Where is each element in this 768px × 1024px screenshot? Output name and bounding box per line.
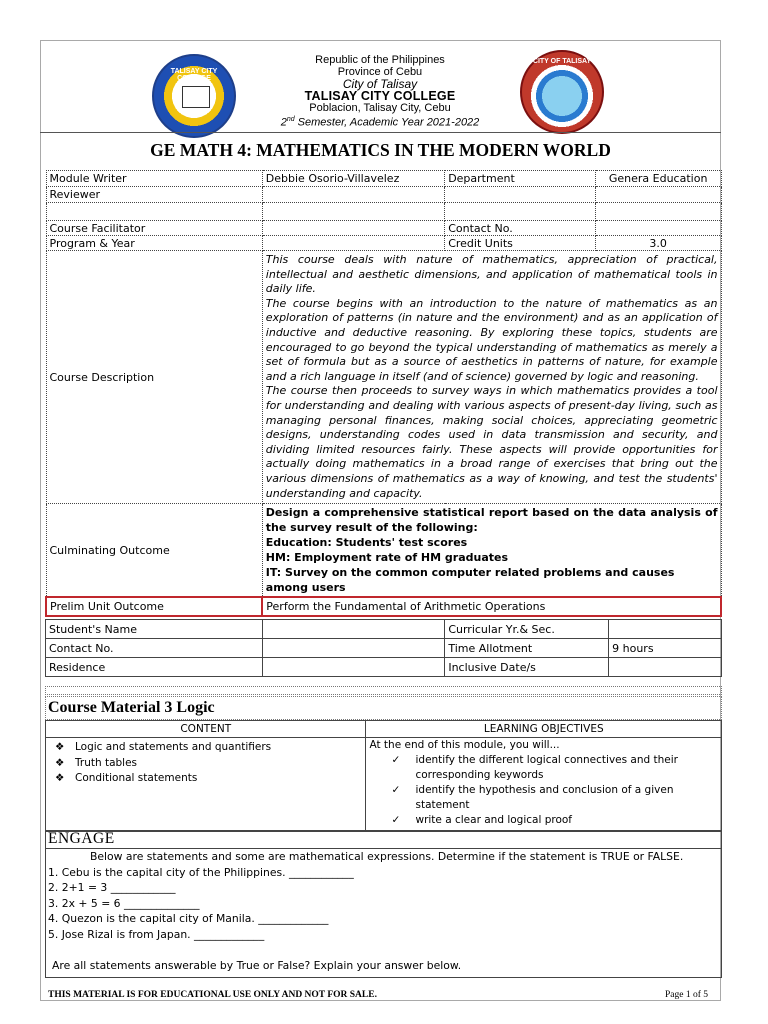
culminating-line: IT: Survey on the common computer related problems and causes among users <box>265 566 675 595</box>
credit-units-value: 3.0 <box>595 236 721 251</box>
table-row <box>46 203 721 221</box>
list-item <box>55 740 362 756</box>
content-item-text: Truth tables <box>75 756 138 769</box>
contact-label: Contact No. <box>445 221 596 236</box>
engage-instructions: Below are statements and some are mathematical expressions. Determine if the statement is TRUE or FALSE. <box>90 850 684 863</box>
objectives-list <box>369 753 718 828</box>
header-divider <box>40 132 721 133</box>
table-row <box>46 597 721 616</box>
curricular-field[interactable] <box>609 620 722 639</box>
content-header: CONTENT <box>46 721 366 738</box>
table-row <box>46 171 721 187</box>
course-info-table <box>45 170 722 617</box>
checkmark-icon: ✓ <box>391 814 401 826</box>
address-line: Poblacion, Talisay City, Cebu <box>309 102 451 114</box>
prelim-outcome-label: Prelim Unit Outcome <box>46 597 262 616</box>
city-seal-logo <box>520 50 604 134</box>
table-row <box>46 639 722 658</box>
student-info-table <box>45 619 722 677</box>
college-seal-text: TALISAY CITY COLLEGE <box>170 68 218 82</box>
book-icon <box>182 86 210 108</box>
college-name: TALISAY CITY COLLEGE <box>304 89 456 103</box>
facilitator-label: Course Facilitator <box>46 221 262 236</box>
table-row <box>46 738 722 832</box>
diamond-bullet-icon: ❖ <box>55 772 65 784</box>
diamond-bullet-icon: ❖ <box>55 741 65 753</box>
module-writer-value: Debbie Osorio-Villavelez <box>262 171 444 187</box>
description-paragraph: The course then proceeds to survey ways in which mathematics provides a tool for understanding and dealing with various aspects of present-day living, such as managing personal finances, making social choices, appreciating geometric designs, understanding codes used in data transmission and security, and dividing limited resources fairly. These aspects will provide opportunities for actually doing mathematics in a broad range of exercises that bring out the various dimensions of mathematics as a way of knowing, and test the students' understanding and capacity. <box>265 384 718 500</box>
header-text <box>230 54 530 129</box>
checkmark-icon: ✓ <box>391 784 401 796</box>
description-paragraph: This course deals with nature of mathematics, appreciation of practical, intellectual and aesthetic dimensions, and application of mathematical tools in daily life. <box>265 253 718 296</box>
table-row <box>46 221 721 236</box>
empty-cell <box>46 203 262 221</box>
empty-cell <box>262 203 444 221</box>
empty-cell <box>595 187 721 203</box>
content-list <box>49 738 362 787</box>
engage-followup-question: Are all statements answerable by True or False? Explain your answer below. <box>52 958 462 972</box>
module-writer-label: Module Writer <box>46 171 262 187</box>
engage-question-item: 4. Quezon is the capital city of Manila. _____________ <box>48 912 329 926</box>
list-item <box>55 756 362 772</box>
checkmark-icon: ✓ <box>391 754 401 766</box>
description-paragraph: The course begins with an introduction to the nature of mathematics as an exploration of patterns (in nature and the environment) and as an application of inductive and deductive reasoning. By exploring these topics, students are encouraged to go beyond the typical understanding of mathematics as merely a set of formula but as a source of aesthetics in patterns of nature, for example and a rich language in itself (and of science) governed by logic and reasoning. <box>265 296 718 383</box>
culminating-line: Education: Students' test scores <box>265 536 468 550</box>
curricular-label: Curricular Yr.& Sec. <box>445 620 609 639</box>
objectives-intro: At the end of this module, you will... <box>369 739 560 751</box>
reviewer-label: Reviewer <box>46 187 262 203</box>
prelim-outcome-value: Perform the Fundamental of Arithmetic Operations <box>262 597 721 616</box>
objective-text: identify the different logical connectives and their corresponding keywords <box>415 754 678 781</box>
table-row <box>46 721 722 738</box>
table-row <box>46 620 722 639</box>
student-name-field[interactable] <box>262 620 445 639</box>
list-item <box>391 783 718 813</box>
table-row <box>46 236 721 251</box>
residence-field[interactable] <box>262 658 445 677</box>
course-description-text <box>262 251 721 504</box>
college-seal-logo <box>152 54 236 138</box>
page-number: Page 1 of 5 <box>665 990 709 1000</box>
republic-line: Republic of the Philippines <box>315 54 445 66</box>
objectives-cell <box>366 738 722 832</box>
document-header <box>40 40 721 132</box>
engage-title: ENGAGE <box>48 830 115 847</box>
engage-question-item: 2. 2+1 = 3 ____________ <box>48 881 176 895</box>
residence-label: Residence <box>46 658 263 677</box>
objective-text: write a clear and logical proof <box>415 814 573 826</box>
student-contact-label: Contact No. <box>46 639 263 658</box>
department-value: Genera Education <box>595 171 721 187</box>
empty-cell <box>595 203 721 221</box>
culminating-line: Design a comprehensive statistical report based on the data analysis of the survey result of the following: <box>265 506 718 535</box>
engage-question-item: 3. 2x + 5 = 6 ______________ <box>48 896 200 910</box>
city-seal-text: CITY OF TALISAY <box>532 58 592 65</box>
engage-body <box>48 849 718 973</box>
list-item <box>391 753 718 783</box>
semester-suffix: nd <box>286 116 295 123</box>
culminating-outcome-label: Culminating Outcome <box>46 504 262 598</box>
table-row <box>46 658 722 677</box>
diamond-bullet-icon: ❖ <box>55 756 65 769</box>
footer-notice: THIS MATERIAL IS FOR EDUCATIONAL USE ONLY AND NOT FOR SALE. <box>48 990 377 1000</box>
content-item-text: Logic and statements and quantifiers <box>75 741 272 753</box>
inclusive-dates-label: Inclusive Date/s <box>445 658 609 677</box>
culminating-line: HM: Employment rate of HM graduates <box>265 551 509 565</box>
content-objectives-table <box>45 720 722 832</box>
contact-value <box>595 221 721 236</box>
city-line: City of Talisay <box>342 77 418 91</box>
list-item <box>391 813 718 828</box>
province-line: Province of Cebu <box>337 66 423 78</box>
engage-question-item: 5. Jose Rizal is from Japan. _____________ <box>48 927 265 941</box>
objective-text: identify the hypothesis and conclusion of a given statement <box>415 784 674 811</box>
table-row <box>46 504 721 598</box>
course-material-title: Course Material 3 Logic <box>48 699 215 716</box>
empty-cell <box>445 187 596 203</box>
reviewer-value <box>262 187 444 203</box>
department-label: Department <box>445 171 596 187</box>
course-description-label: Course Description <box>46 251 262 504</box>
course-title: GE MATH 4: MATHEMATICS IN THE MODERN WORLD <box>150 140 611 160</box>
inclusive-dates-field[interactable] <box>609 658 722 677</box>
table-row <box>46 187 721 203</box>
culminating-outcome-text <box>262 504 721 598</box>
objectives-header: LEARNING OBJECTIVES <box>366 721 722 738</box>
credit-units-label: Credit Units <box>445 236 596 251</box>
semester-text: Semester, Academic Year 2021-2022 <box>294 116 480 129</box>
student-contact-field[interactable] <box>262 639 445 658</box>
facilitator-value <box>262 221 444 236</box>
semester-line <box>230 114 530 129</box>
student-name-label: Student's Name <box>46 620 263 639</box>
content-cell <box>46 738 366 832</box>
empty-cell <box>445 203 596 221</box>
time-allotment-label: Time Allotment <box>445 639 609 658</box>
time-allotment-value: 9 hours <box>609 639 722 658</box>
table-row <box>46 251 721 504</box>
program-value <box>262 236 444 251</box>
program-label: Program & Year <box>46 236 262 251</box>
list-item <box>55 771 362 787</box>
section-spacer <box>45 686 722 695</box>
engage-question-item: 1. Cebu is the capital city of the Philippines. ____________ <box>48 865 354 879</box>
semester-number: 2 <box>280 116 287 129</box>
content-item-text: Conditional statements <box>75 772 198 784</box>
